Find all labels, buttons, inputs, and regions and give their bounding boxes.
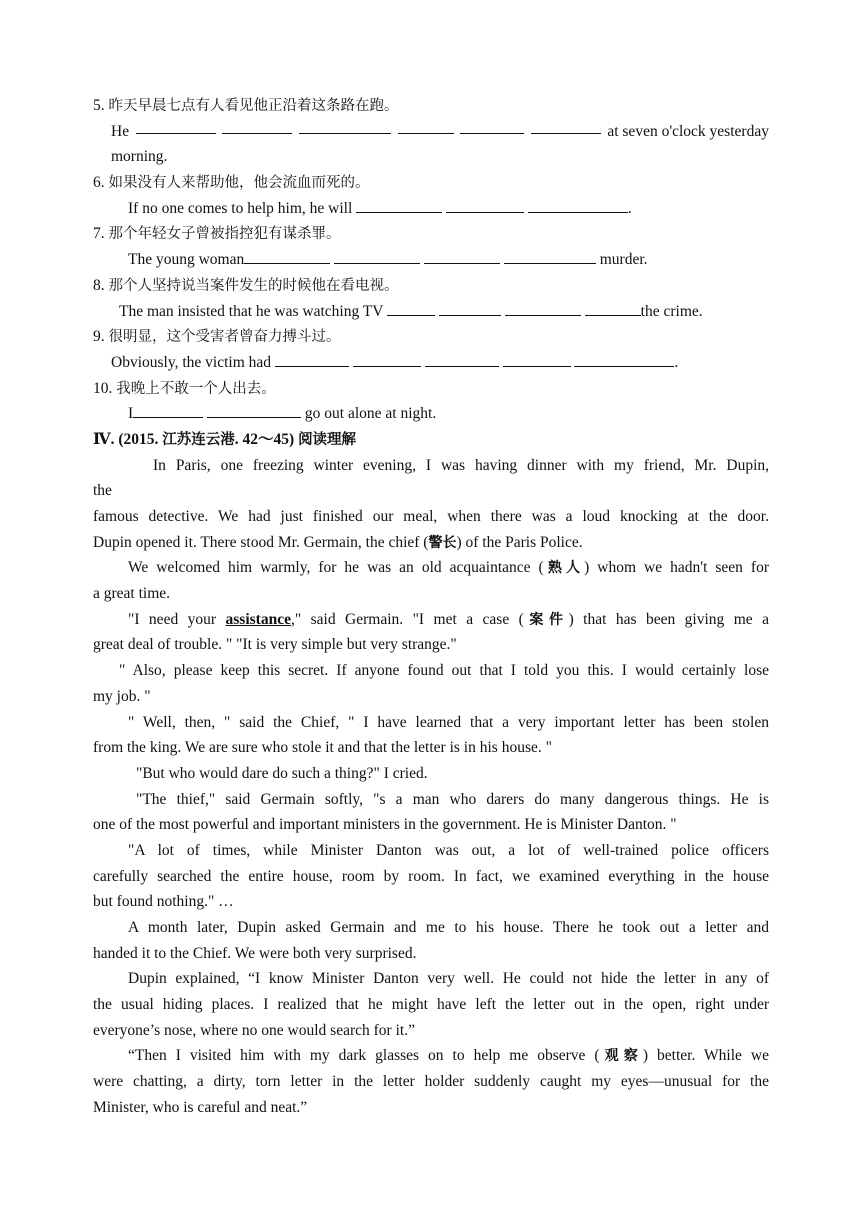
q5-blank-2[interactable] [222, 119, 292, 134]
passage-line: Dupin explained, “I know Minister Danton very well. He could not hide the letter in any of [128, 970, 769, 988]
passage-line: We welcomed him warmly, for he was an old acquaintance (熟人) whom we hadn't seen for [128, 559, 770, 577]
q10-chinese: 我晚上不敢一个人出去。 [116, 380, 276, 397]
passage-line: from the king. We are sure who stole it and that the letter is in his house. " [93, 739, 552, 757]
q5-answer-line: He at seven o'clock yesterday [93, 119, 769, 145]
keyword-assistance: assistance [225, 610, 291, 628]
q9-blank-2[interactable] [353, 352, 421, 367]
q10-prompt: 10. 我晚上不敢一个人出去。 [93, 379, 276, 397]
passage-line: my job. " [93, 687, 151, 705]
q9-blank-4[interactable] [503, 352, 571, 367]
q8-blank-4[interactable] [585, 301, 641, 316]
q6-blank-1[interactable] [356, 198, 442, 213]
q6-blank-3[interactable] [528, 198, 628, 213]
q7-blank-2[interactable] [334, 249, 420, 264]
q8-answer-line: The man insisted that he was watching TV the crime. [119, 302, 703, 320]
passage-line: were chatting, a dirty, torn letter in the letter holder suddenly caught my eyes—unusual for the [93, 1073, 769, 1091]
q9-prompt: 9. 很明显，这个受害者曾奋力搏斗过。 [93, 328, 341, 346]
q5-blank-5[interactable] [460, 119, 524, 134]
passage-line: one of the most powerful and important ministers in the government. He is Minister Danton. " [93, 816, 677, 834]
q5-blank-3[interactable] [299, 119, 391, 134]
q7-blank-4[interactable] [504, 249, 596, 264]
q7-chinese: 那个年轻女子曾被指控犯有谋杀罪。 [108, 226, 341, 243]
passage-line: Minister, who is careful and neat.” [93, 1098, 308, 1116]
q9-blank-5[interactable] [574, 352, 674, 367]
passage-line: " Well, then, " said the Chief, " I have learned that a very important letter has been stolen [128, 713, 769, 731]
passage-line: but found nothing." … [93, 893, 234, 911]
section-4-heading: Ⅳ. (2015. 江苏连云港. 42～45) 阅读理解 [93, 430, 357, 448]
q9-chinese: 很明显，这个受害者曾奋力搏斗过。 [108, 329, 341, 346]
passage-line: the usual hiding places. I realized that he might have left the letter out in the open, right under [93, 996, 769, 1014]
passage-line: " Also, please keep this secret. If anyone found out that I told you this. I would certainly lose [119, 662, 769, 680]
passage-line: "A lot of times, while Minister Danton was out, a lot of well-trained police officers [128, 841, 769, 859]
q7-blank-1[interactable] [244, 249, 330, 264]
q5-blank-6[interactable] [531, 119, 601, 134]
passage-line: "I need your assistance," said Germain. "I met a case (案件) that has been giving me a [128, 610, 770, 628]
q5-chinese: 昨天早晨七点有人看见他正沿着这条路在跑。 [108, 98, 399, 114]
q6-prompt: 6. 如果没有人来帮助他，他会流血而死的。 [93, 174, 370, 192]
passage-line: famous detective. We had just finished our meal, when there was a loud knocking at the door. [93, 508, 769, 525]
q8-chinese: 那个人坚持说当案件发生的时候他在看电视。 [108, 277, 399, 294]
q8-blank-2[interactable] [439, 301, 501, 316]
passage-line: a great time. [93, 585, 171, 603]
q9-answer-line: Obviously, the victim had . [111, 353, 679, 371]
passage-line: "The thief," said Germain softly, "s a man who darers do many dangerous things. He is [136, 790, 769, 808]
document-page [93, 93, 769, 1121]
q7-blank-3[interactable] [424, 249, 500, 264]
q7-prompt: 7. 那个年轻女子曾被指控犯有谋杀罪。 [93, 225, 341, 243]
q8-prompt: 8. 那个人坚持说当案件发生的时候他在看电视。 [93, 276, 399, 294]
q10-blank-1[interactable] [133, 403, 203, 418]
q8-blank-3[interactable] [505, 301, 581, 316]
gloss-observe: 观察 [599, 1048, 643, 1065]
q6-chinese: 如果没有人来帮助他，他会流血而死的。 [108, 175, 370, 192]
q9-blank-3[interactable] [425, 352, 499, 367]
passage-line: In Paris, one freezing winter evening, I was having dinner with my friend, Mr. Dupin, [153, 456, 769, 474]
passage-line: everyone’s nose, where no one would search for it.” [93, 1021, 415, 1039]
passage-line: A month later, Dupin asked Germain and me to his house. There he took out a letter and [128, 919, 769, 936]
gloss-chief: 警长 [428, 534, 457, 551]
q5-answer-continued: morning. [111, 148, 168, 166]
q5-blank-1[interactable] [136, 119, 216, 134]
passage-line: Dupin opened it. There stood Mr. Germain, the chief (警长) of the Paris Police. [93, 533, 583, 551]
q8-blank-1[interactable] [387, 301, 435, 316]
q6-answer-line: If no one comes to help him, he will . [128, 199, 632, 217]
q9-blank-1[interactable] [275, 352, 349, 367]
q10-blank-2[interactable] [207, 403, 301, 418]
passage-line: “Then I visited him with my dark glasses on to help me observe (观察) better. While we [128, 1047, 769, 1065]
passage-line: the [93, 482, 112, 500]
q10-answer-line: I go out alone at night. [128, 405, 437, 423]
q5-prompt: 5. 昨天早晨七点有人看见他正沿着这条路在跑。 [93, 97, 399, 114]
passage-line: carefully searched the entire house, room by room. In fact, we examined everything in the house [93, 867, 769, 885]
q6-blank-2[interactable] [446, 198, 524, 213]
passage-line: handed it to the Chief. We were both very surprised. [93, 944, 417, 962]
passage-line: "But who would dare do such a thing?" I cried. [136, 764, 428, 782]
gloss-acquaintance: 熟人 [543, 560, 585, 577]
passage-line: great deal of trouble. " "It is very simple but very strange." [93, 636, 457, 654]
q5-blank-4[interactable] [398, 119, 454, 134]
gloss-case: 案件 [523, 611, 569, 628]
q7-answer-line: The young woman murder. [128, 251, 648, 269]
